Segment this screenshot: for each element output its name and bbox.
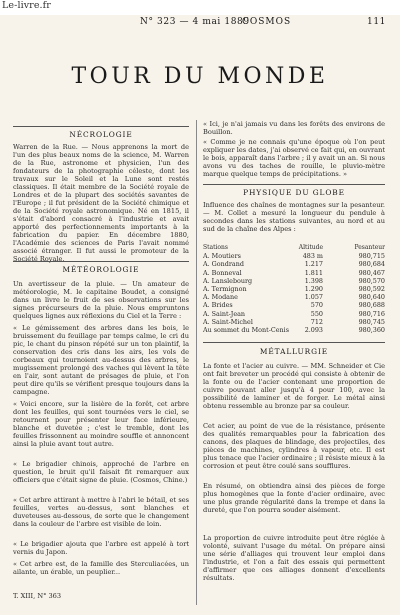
- source-banner: [0, 0, 400, 15]
- meteorologie-p2: « Le gémissement des arbres dans les bois, le bruissement du feuillage par temps calme, le cri du pic, le chant du pinson répété sur un ton plaintif, la conservation des cris dans les airs, les vols de corbeaux qui tournoient au-dessus des arbres, le mugissement prolongé des vaches qui lèvent la tête en l'air, sont autant de présages de pluie, et l'on peut dire qu'ils se vérifient presque toujours dans la campagne.: [13, 324, 189, 396]
- source-banner-text[interactable]: Le-livre.fr: [2, 0, 51, 11]
- meteorologie-p6: « Le brigadier ajouta que l'arbre est appelé à tort vernis du Japon.: [13, 540, 189, 556]
- column-divider: [196, 120, 197, 605]
- table-row: [203, 318, 385, 326]
- table-row: [203, 301, 385, 309]
- meteorologie-heading: MÉTÉOROLOGIE: [62, 265, 140, 274]
- station-name: A. Lanslebourg: [203, 276, 253, 285]
- rule: [203, 342, 385, 343]
- table-row: [203, 326, 385, 334]
- necrologie-text: Warren de la Rue. — Nous apprenons la mort de l'un des plus beaux noms de la science, M. Warren de la Rue, astronome et physicien, l'un des fondateurs de la photographie céleste, dont les travaux sur le Soleil et la Lune sont restés classiques. Il était membre de la Société royale de Londres et de la plupart des sociétés savantes de l'Europe ; il fut président de la Société chimique et de la Société royale astronomique. Né en 1815, il s'était d'abord consacré à l'industrie et avait apporté des perfectionnements importants à la fabrication du papier. En décembre 1880, l'Académie des sciences de Paris l'avait nommé associé étranger. Il fut aussi le promoteur de la Société Royale.: [13, 143, 189, 263]
- station-altitude: 712: [310, 317, 323, 326]
- station-name: A. Bonneval: [203, 268, 242, 277]
- table-header: [203, 244, 385, 252]
- station-gravity: 980,745: [358, 317, 385, 326]
- station-gravity: 980,592: [358, 284, 385, 293]
- station-altitude: 1.398: [304, 276, 323, 285]
- station-gravity: 980,570: [358, 276, 385, 285]
- metallurgie-p1: La fonte et l'acier au cuivre. — MM. Schneider et Cie ont fait breveter un procédé qui consiste à obtenir de la fonte ou de l'acier contenant une proportion de cuivre pouvant aller jusqu'à 4 pour 100, avec la possibilité de laminer et de forger. Le métal ainsi obtenu ressemble au bronze par sa couleur.: [203, 362, 385, 410]
- meteorologie-p5: « Cet arbre attirant à mettre à l'abri le bétail, et ses feuilles, vertes au-dessus, sont blanches et duveteuses au-dessous, de sorte que le changement dans la couleur de l'arbre est visible de loin.: [13, 496, 189, 528]
- section-title: TOUR DU MONDE: [71, 64, 329, 89]
- station-altitude: 570: [310, 301, 323, 310]
- metallurgie-heading: MÉTALLURGIE: [259, 347, 329, 356]
- station-name: A. Moutiers: [203, 252, 241, 261]
- station-altitude: 483 m: [302, 252, 323, 261]
- volume-signature: T. XIII, N° 363: [13, 592, 62, 600]
- table-row: [203, 310, 385, 318]
- station-name: A. Brides: [203, 301, 233, 310]
- table-row: [203, 285, 385, 293]
- station-name: A. Modane: [203, 293, 238, 302]
- running-head: [10, 17, 386, 31]
- station-name: Au sommet du Mont-Cenis: [203, 325, 289, 334]
- metallurgie-p2: Cet acier, au point de vue de la résistance, présente des qualités remarquables pour la fabrication des canons, des plaques de blindage, des projectiles, des pièces de machines, cylindres à vapeur, etc. Il est plus tenace que l'acier ordinaire ; il résiste mieux à la corrosion et peut être coulé sans soufflures.: [203, 422, 385, 470]
- station-name: A. Saint-Jean: [203, 309, 246, 318]
- table-header-cell: Pesanteur: [354, 244, 385, 251]
- rule: [203, 184, 385, 185]
- table-row: [203, 260, 385, 268]
- physique-p1: Influence des chaînes de montagnes sur la pesanteur. — M. Collet a mesuré la longueur du pendule à secondes dans les stations suivantes, au nord et au sud de la chaîne des Alpes :: [203, 201, 385, 233]
- table-row: [203, 293, 385, 301]
- station-gravity: 980,467: [358, 268, 385, 277]
- station-gravity: 980,640: [358, 293, 385, 302]
- intro-quote: « Ici, je n'ai jamais vu dans les forêts des environs de Bouillon.: [203, 120, 385, 136]
- intro-quote-2: « Comme je ne connais qu'une époque où l'on peut expliquer les dates, j'ai observé ce fait qui, en ouvrant le bois, apparaît dans l'arbre ; il y avait un an. Si nous avons vu des taches de rouille, le pluvio-mètre marque quelque temps de précipitations. »: [203, 138, 385, 178]
- necrologie-heading: NÉCROLOGIE: [69, 130, 133, 139]
- journal-name: COSMOS: [242, 17, 292, 27]
- station-altitude: 1.290: [304, 284, 323, 293]
- station-gravity: 980,360: [358, 325, 385, 334]
- meteorologie-p1: Un avertisseur de la pluie. — Un amateur de météorologie, M. le capitaine Boudet, a consigné dans un livre le fruit de ses observations sur les signes précurseurs de la pluie. Nous empruntons quelques lignes aux réflexions du Ciel et la Terre :: [13, 280, 189, 320]
- rule: [13, 126, 189, 127]
- station-name: A. Saint-Michel: [203, 317, 253, 326]
- metallurgie-p3: En résumé, on obtiendra ainsi des pièces de forge plus homogènes que la fonte d'acier ordinaire, avec une plus grande régularité dans la trempe et dans la dureté, que l'on pourra souder aisément.: [203, 482, 385, 514]
- meteorologie-p7: « Cet arbre est, de la famille des Sterculiacées, un ailante, un érable, un peuplier...: [13, 560, 189, 576]
- station-gravity: 980,716: [358, 309, 385, 318]
- table-row: [203, 269, 385, 277]
- station-altitude: 550: [310, 309, 323, 318]
- station-altitude: 1.811: [304, 268, 323, 277]
- station-gravity: 980,715: [358, 252, 385, 261]
- station-name: A. Gondrand: [203, 260, 244, 269]
- station-altitude: 1.217: [304, 260, 323, 269]
- metallurgie-p4: La proportion de cuivre introduite peut être réglée à volonté, suivant l'usage du métal. On prépare ainsi une série d'alliages qui trouvent leur emploi dans l'industrie, et l'on a fait des essais qui permettent d'affirmer que ces alliages donnent d'excellents résultats.: [203, 534, 385, 582]
- meteorologie-p4: « Le brigadier chinois, approché de l'arbre en question, le bruit qu'il faisait fit remarquer aux officiers que c'était signe de pluie. (Cosmos, Chine.): [13, 460, 189, 484]
- station-name: A. Termignon: [203, 284, 247, 293]
- table-header-cell: Stations: [203, 244, 228, 251]
- issue-date: N° 323 — 4 mai 1889: [140, 17, 250, 27]
- table-row: [203, 277, 385, 285]
- page-number: 111: [367, 17, 386, 27]
- rule: [13, 261, 189, 262]
- station-gravity: 980,688: [358, 301, 385, 310]
- station-altitude: 2.093: [304, 325, 323, 334]
- station-gravity: 980,684: [358, 260, 385, 269]
- meteorologie-p3: « Voici encore, sur la lisière de la forêt, cet arbre dont les feuilles, qui sont tournées vers le ciel, se retournent pour présenter leur face inférieure, blanche et duvetée ; c'est le tremble, dont les feuilles frissonnent au moindre souffle et annoncent ainsi la pluie avant tout autre.: [13, 400, 189, 448]
- table-header-cell: Altitude: [298, 244, 323, 251]
- physique-heading: PHYSIQUE DU GLOBE: [243, 188, 345, 197]
- gravity-table: [203, 244, 385, 334]
- table-row: [203, 252, 385, 260]
- station-altitude: 1.057: [304, 293, 323, 302]
